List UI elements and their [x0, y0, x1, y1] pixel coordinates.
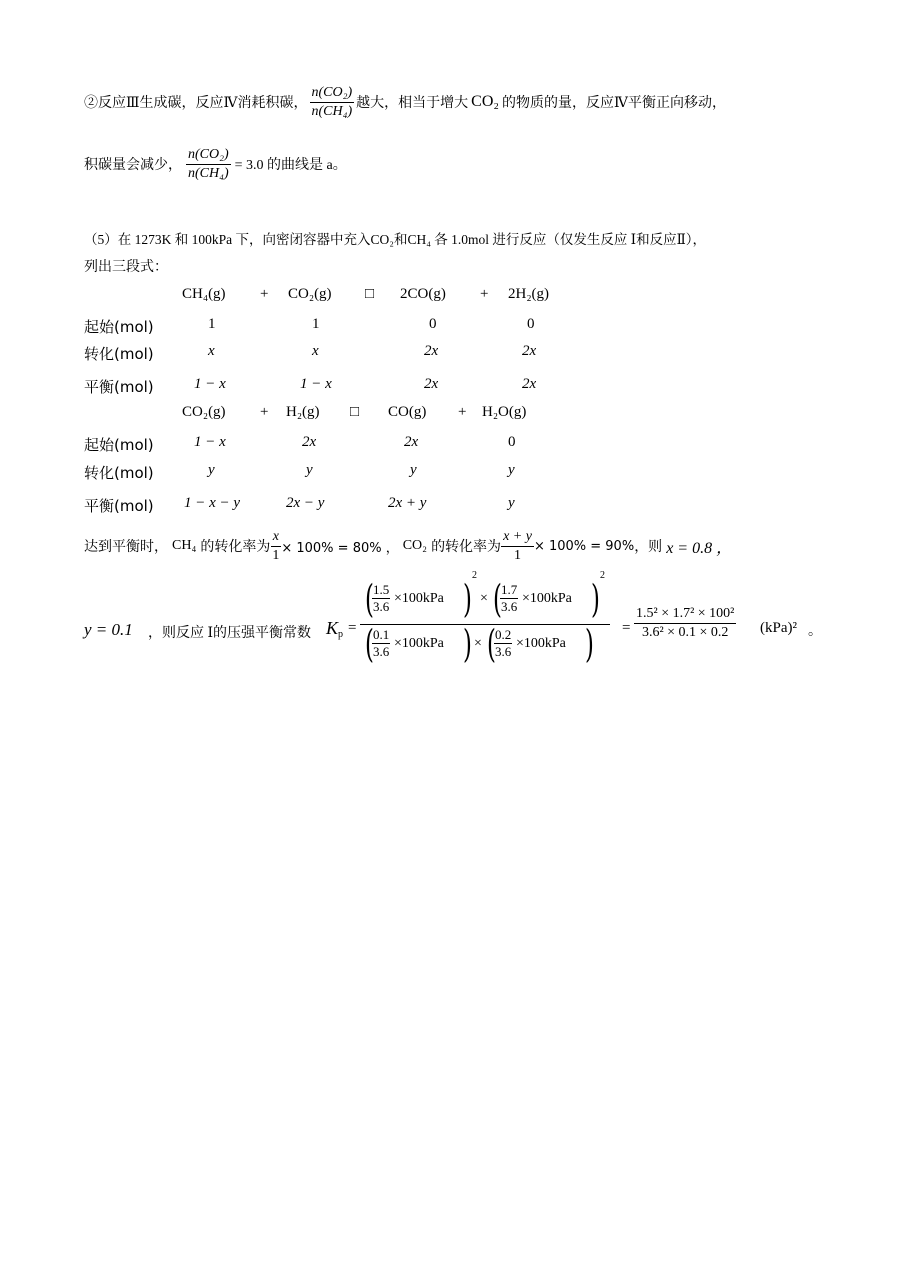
t1-cell: x — [312, 343, 319, 359]
t2-eq-1: + — [260, 404, 269, 420]
t1-cell: 2x — [522, 376, 537, 392]
paren-icon: ) — [462, 577, 472, 621]
kp-num-frac-2 — [500, 582, 518, 615]
t1-cell: 0 — [429, 316, 437, 332]
kp-num-f2-bot: 3.6 — [501, 599, 518, 614]
p2-frac-num: n(CO₂) — [186, 147, 231, 165]
t2-cell: y — [410, 462, 417, 478]
t1-cell: 0 — [527, 316, 535, 332]
kp-num-frac-1 — [372, 582, 390, 615]
p5-end: 。 — [808, 624, 822, 639]
kp-den-frac-1 — [372, 627, 390, 660]
kp-den-mult-1: ×100kPa — [394, 636, 444, 651]
t1-eq-1: + — [260, 286, 269, 302]
paren-icon: ( — [364, 577, 374, 621]
t1-row-label: 起始(mol) — [84, 318, 154, 336]
t1-eq-5: + — [480, 286, 489, 302]
t2-cell: 2x + y — [388, 495, 427, 511]
p4-ch4: CH₄ — [172, 538, 197, 553]
ice-table-2 — [84, 404, 604, 516]
t2-cell: 2x — [302, 434, 317, 450]
p5-result-frac — [634, 606, 736, 641]
paren-icon: ( — [364, 622, 374, 666]
t1-eq-6: 2H₂(g) — [508, 286, 550, 302]
kp-num-mult-2: ×100kPa — [522, 591, 572, 606]
p1-frac-den: n(CH₄) — [311, 103, 353, 119]
t1-eq-3: □ — [365, 286, 375, 302]
t1-cell: 2x — [522, 343, 537, 359]
paragraph-2 — [84, 140, 347, 188]
kp-den-mult-2: ×100kPa — [516, 636, 566, 651]
p4-fraction-1 — [270, 529, 281, 564]
t2-cell: y — [306, 462, 313, 478]
kp-fraction — [360, 570, 610, 667]
p1-co2: CO₂ — [471, 93, 499, 110]
kp-fraction-bar — [360, 624, 610, 625]
paren-icon: ( — [492, 577, 502, 621]
kp-num-times: × — [480, 591, 488, 606]
p5-unit: (kPa)² — [760, 620, 797, 636]
p4-frac2-den: 1 — [514, 547, 521, 563]
t1-cell: 2x — [424, 376, 439, 392]
p5-result-den: 3.6² × 0.1 × 0.2 — [641, 625, 729, 640]
t2-eq-6: H₂O(g) — [482, 404, 527, 420]
kp-den-f2-bot: 3.6 — [495, 644, 512, 659]
paren-icon: ) — [584, 622, 594, 666]
paragraph-3-line-1: （5）在 1273K 和 100kPa 下，向密闭容器中充入CO₂和CH₄ 各 1.0mol 进行反应（仅发生反应 Ⅰ和反应Ⅱ）， — [84, 232, 707, 247]
p4-text-f: ，则 — [634, 540, 663, 555]
p1-fraction — [310, 85, 355, 120]
t2-eq-0: CO₂(g) — [182, 404, 226, 420]
p1-text-a: ②反应Ⅲ生成碳，反应Ⅳ消耗积碳， — [84, 96, 308, 111]
t1-row-label: 平衡(mol) — [84, 378, 154, 396]
p4-text-e: × 100% = 90% — [533, 538, 635, 554]
kp-num-mult-1: ×100kPa — [394, 591, 444, 606]
kp-num-f2-top: 1.7 — [501, 582, 518, 597]
paragraph-1 — [84, 78, 726, 126]
p4-text-d: 的转化率为 — [431, 540, 502, 555]
p1-text-b: 越大，相当于增大 — [356, 96, 469, 111]
t1-cell: 1 — [312, 316, 320, 332]
paren-icon: ) — [590, 577, 600, 621]
t2-eq-5: + — [458, 404, 467, 420]
p2-text-b: = 3.0 的曲线是 a。 — [234, 158, 347, 173]
p4-frac2-num: x + y — [501, 529, 534, 547]
t2-cell: y — [508, 462, 515, 478]
t1-eq-2: CO₂(g) — [288, 286, 332, 302]
kp-den-f1-bot: 3.6 — [373, 644, 390, 659]
t1-cell: x — [208, 343, 215, 359]
p5-kp-symbol: K — [326, 618, 339, 638]
t1-cell: 2x — [424, 343, 439, 359]
kp-den-f1-top: 0.1 — [373, 627, 390, 642]
t2-cell: 0 — [508, 434, 516, 450]
t1-cell: 1 − x — [300, 376, 332, 392]
t2-cell: 2x — [404, 434, 419, 450]
t2-eq-3: □ — [350, 404, 360, 420]
kp-den-times: × — [474, 636, 482, 651]
p4-frac1-den: 1 — [272, 547, 280, 563]
kp-denominator — [360, 622, 610, 667]
p4-text-g: x = 0.8 ， — [666, 539, 733, 557]
t2-eq-4: CO(g) — [388, 404, 427, 420]
kp-num-f1-bot: 3.6 — [373, 599, 390, 614]
t1-row-label: 转化(mol) — [84, 345, 154, 363]
kp-num-f1-top: 1.5 — [373, 582, 390, 597]
paren-icon: ( — [486, 622, 496, 666]
t1-eq-4: 2CO(g) — [400, 286, 446, 302]
p5-kp-sub: p — [338, 629, 344, 640]
t1-cell: 1 − x — [194, 376, 226, 392]
p2-fraction — [186, 147, 231, 182]
p5-equals-1: = — [348, 620, 357, 636]
kp-den-f2-top: 0.2 — [495, 627, 512, 642]
t2-cell: 1 − x — [194, 434, 226, 450]
p5-equals-2: = — [622, 620, 631, 636]
t2-cell: y — [508, 495, 515, 511]
paragraph-4 — [84, 524, 732, 568]
p2-text-a: 积碳量会减少， — [84, 158, 182, 173]
p5-text-a: y = 0.1 — [84, 620, 133, 639]
p1-frac-num: n(CO₂) — [310, 85, 355, 103]
paragraph-3-line-2: 列出三段式： — [84, 260, 168, 275]
t2-eq-2: H₂(g) — [286, 404, 320, 420]
p4-co2: CO₂ — [402, 538, 428, 553]
t2-row-label: 平衡(mol) — [84, 497, 154, 515]
t1-eq-0: CH₄(g) — [182, 286, 226, 302]
p4-text-b: 的转化率为 — [200, 540, 271, 555]
kp-den-frac-2 — [494, 627, 512, 660]
kp-numerator: ( $\frac{1.5}{3.6}$ ×100kPa ) 2 × ( $\frac{1.7}{3.6}$ ×100kPa ) 2 — [364, 570, 605, 621]
p4-text-c: × 100% = 80% ， — [281, 540, 399, 556]
p5-kp — [326, 618, 343, 639]
p4-fraction-2 — [501, 529, 534, 564]
t2-cell: 1 − x − y — [184, 495, 241, 511]
p5-result-num: 1.5² × 1.7² × 100² — [634, 606, 736, 624]
p1-text-c: 的物质的量，反应Ⅳ平衡正向移动， — [501, 96, 726, 111]
p2-frac-den: n(CH₄) — [188, 165, 229, 181]
p5-result-fraction — [634, 606, 736, 641]
ice-table-1 — [84, 286, 604, 396]
paren-icon: ) — [462, 622, 472, 666]
t1-cell: 1 — [208, 316, 216, 332]
p5-text-b: ，则反应 Ⅰ的压强平衡常数 — [148, 626, 312, 641]
t2-row-label: 转化(mol) — [84, 464, 154, 482]
t2-cell: 2x − y — [286, 495, 325, 511]
p4-frac1-num: x — [271, 529, 281, 547]
t2-cell: y — [208, 462, 215, 478]
t2-row-label: 起始(mol) — [84, 436, 154, 454]
p4-text-a: 达到平衡时， — [84, 540, 168, 555]
